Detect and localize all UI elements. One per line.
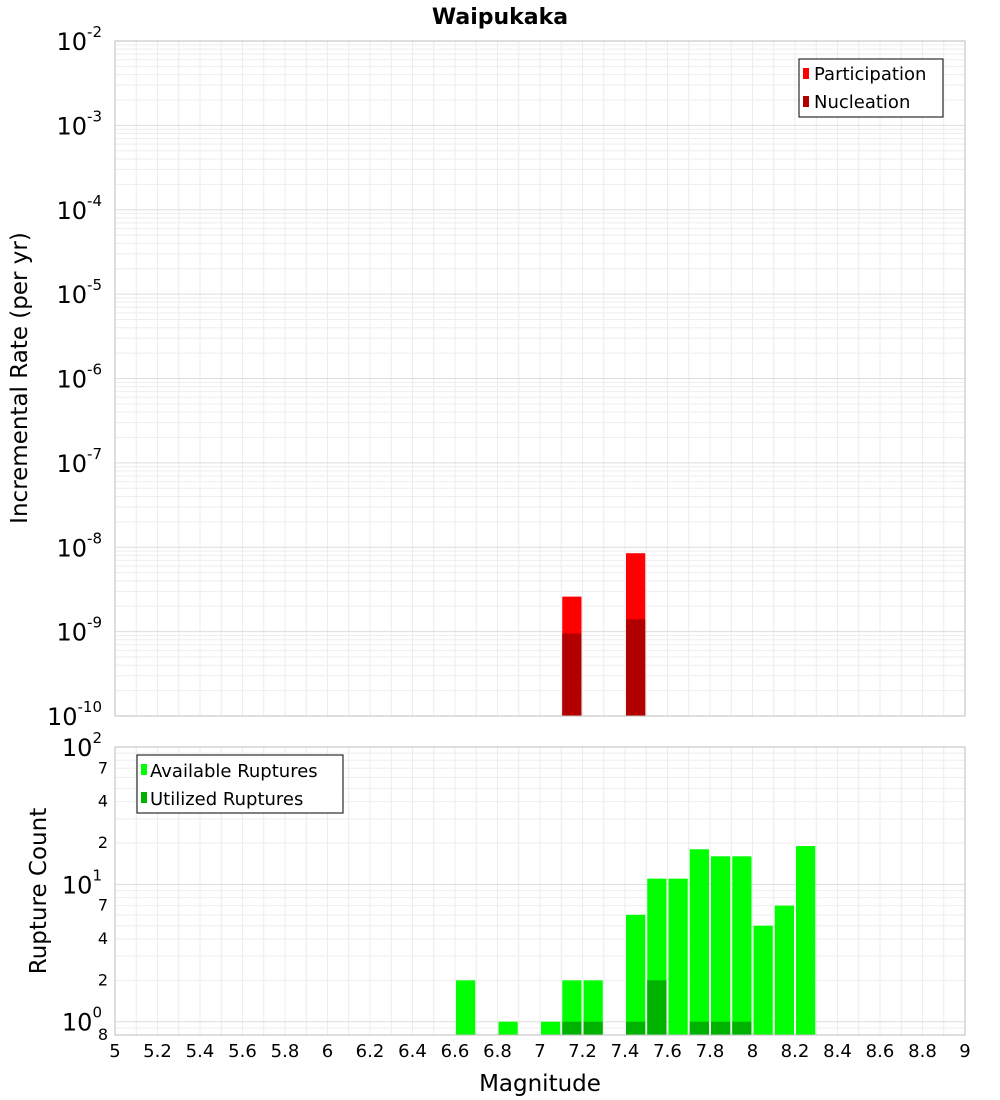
x-tick-label: 5.2 [143, 1041, 172, 1062]
bottom-y-tick-labels [62, 729, 108, 1044]
y-tick-label: $10^0$ [61, 1003, 102, 1037]
bottom-legend [137, 755, 343, 813]
rupture-count-bar [754, 926, 773, 1035]
legend-swatch-participation [803, 68, 809, 79]
rupture-count-bar [499, 1022, 518, 1035]
y-tick-label: $10^{-7}$ [56, 444, 102, 478]
y-tick-label: 2 [97, 970, 108, 990]
x-tick-label: 5.8 [270, 1041, 300, 1062]
top-plot-grid [115, 41, 965, 716]
rupture-count-bar [562, 1022, 581, 1035]
x-tick-label: 5.6 [228, 1041, 257, 1062]
x-tick-label: 8.8 [908, 1041, 937, 1062]
y-tick-label: 8 [97, 1025, 108, 1044]
y-tick-label: $10^{-9}$ [56, 613, 102, 647]
x-tick-label: 7.2 [568, 1041, 597, 1062]
rupture-count-bar [584, 1022, 603, 1035]
y-tick-label: 7 [97, 895, 108, 915]
bottom-y-axis-label: Rupture Count [26, 807, 52, 975]
rupture-count-bar [732, 856, 751, 1035]
rupture-count-bar [711, 856, 730, 1035]
y-tick-label: 7 [97, 758, 108, 778]
rupture-count-bar [626, 1022, 645, 1035]
legend-label-available: Available Ruptures [150, 761, 318, 782]
rate-bar [562, 634, 581, 716]
x-tick-label: 7.4 [610, 1041, 640, 1062]
x-tick-label: 8.6 [865, 1041, 895, 1062]
x-tick-label: 6.6 [440, 1041, 470, 1062]
x-tick-label: 8.2 [780, 1041, 810, 1062]
x-tick-label: 6 [321, 1041, 334, 1062]
x-tick-label: 9 [959, 1041, 971, 1062]
y-tick-label: $10^{-5}$ [56, 276, 102, 310]
rupture-count-bar [456, 980, 475, 1035]
rupture-count-bar [796, 846, 815, 1035]
rupture-count-bar [732, 1022, 751, 1035]
y-tick-label: $10^{-6}$ [56, 360, 102, 394]
legend-swatch-nucleation [803, 96, 809, 107]
y-tick-label: $10^{-2}$ [56, 23, 102, 56]
y-tick-label: 4 [97, 929, 108, 948]
y-tick-label: $10^{-10}$ [46, 698, 102, 731]
x-axis-label: Magnitude [479, 1071, 601, 1097]
rupture-count-bar [541, 1022, 560, 1035]
top-y-axis-label: Incremental Rate (per yr) [7, 232, 33, 524]
x-tick-label: 5.4 [185, 1041, 215, 1062]
y-tick-label: $10^{-4}$ [56, 191, 102, 225]
x-tick-label: 6.8 [483, 1041, 512, 1062]
x-tick-label: 7 [534, 1041, 546, 1062]
legend-label-utilized: Utilized Ruptures [150, 789, 304, 810]
y-tick-label: 2 [97, 833, 108, 852]
x-tick-label: 7.6 [653, 1041, 682, 1062]
y-tick-label: $10^2$ [61, 729, 102, 762]
rupture-count-bar [669, 879, 688, 1035]
legend-label-participation: Participation [814, 64, 927, 85]
top-plot [7, 23, 965, 731]
rupture-count-bar [690, 849, 709, 1035]
x-tick-label: 6.4 [398, 1041, 427, 1062]
x-tick-label: 5 [109, 1041, 121, 1062]
top-y-tick-labels [47, 23, 102, 731]
y-tick-label: 4 [97, 791, 108, 811]
legend-swatch-available [141, 764, 147, 775]
chart-title: Waipukaka [431, 5, 569, 30]
legend-label-nucleation: Nucleation [814, 92, 911, 113]
top-legend [799, 59, 943, 117]
y-tick-label: $10^{-3}$ [56, 107, 102, 141]
bottom-plot [26, 729, 971, 1097]
y-tick-label: $10^{-8}$ [56, 529, 102, 563]
rate-bar [626, 619, 645, 716]
x-tick-label: 8.4 [823, 1041, 852, 1062]
x-tick-label: 7.8 [695, 1041, 725, 1062]
rupture-count-bar [711, 1022, 730, 1035]
x-tick-labels [109, 1041, 970, 1062]
y-tick-label: $10^1$ [61, 866, 102, 900]
rupture-count-bar [690, 1022, 709, 1035]
rupture-count-bar [626, 915, 645, 1035]
legend-swatch-utilized [141, 792, 147, 803]
x-tick-label: 6.2 [355, 1041, 385, 1062]
rupture-count-bar [775, 906, 794, 1035]
rupture-count-bar [647, 980, 666, 1035]
x-tick-label: 8 [746, 1041, 759, 1062]
